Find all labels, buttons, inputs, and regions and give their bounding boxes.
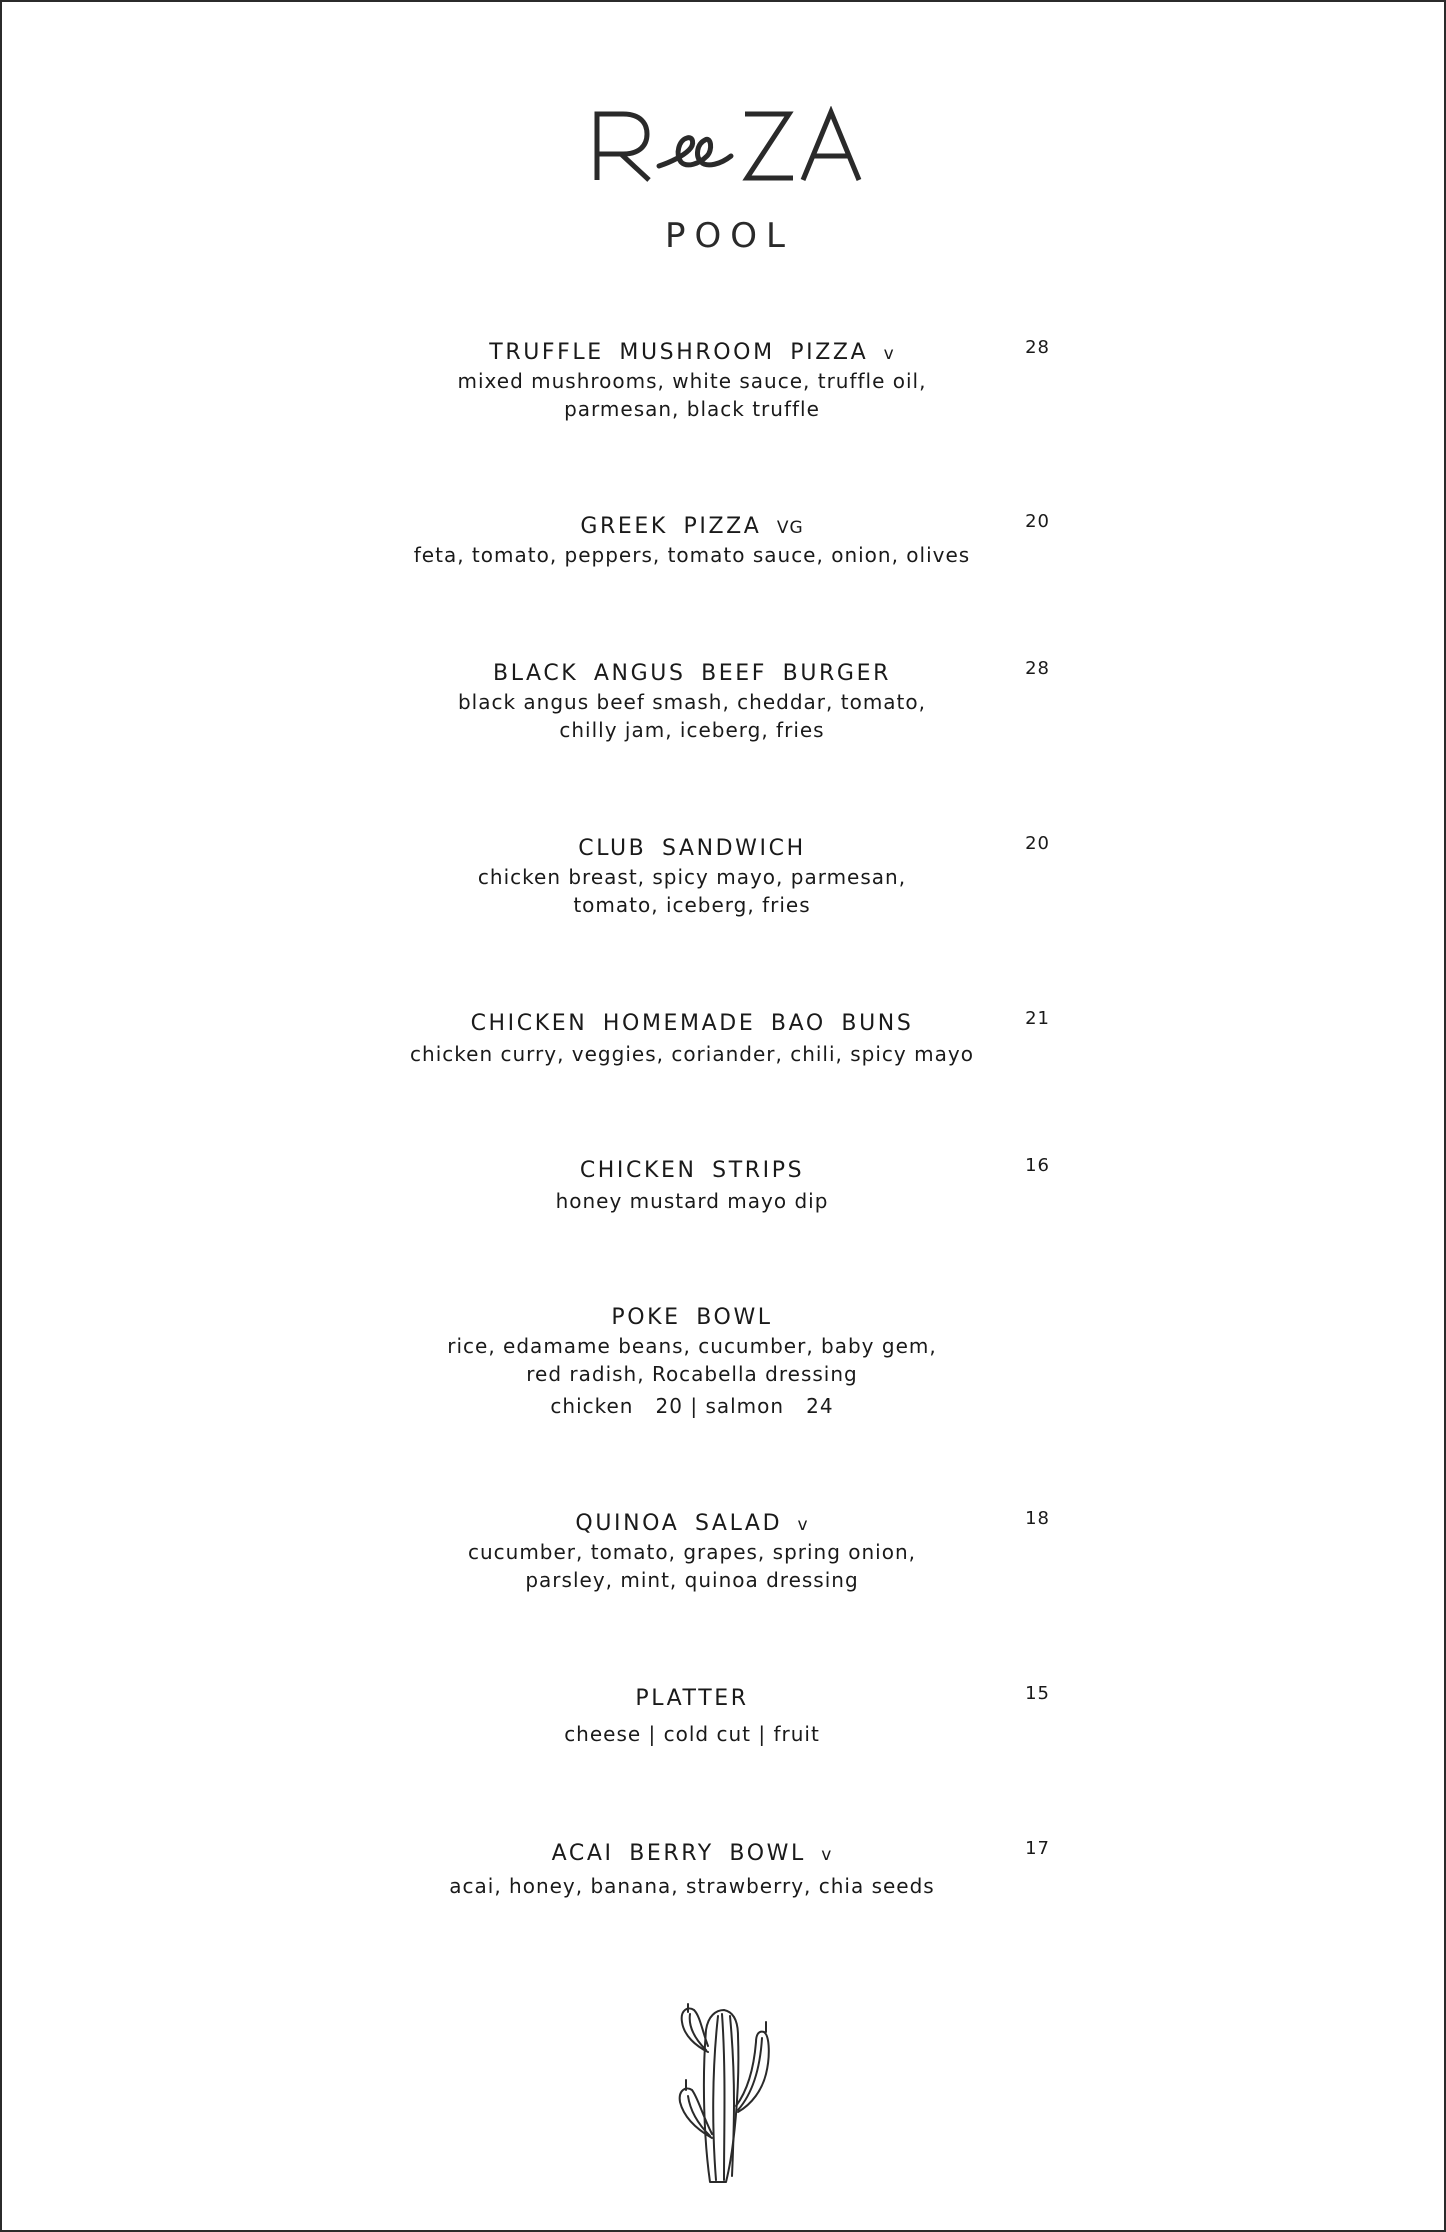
diet-badge: v bbox=[871, 344, 895, 364]
item-name: CHICKEN STRIPS bbox=[579, 1158, 805, 1183]
item-name: BLACK ANGUS BEEF BURGER bbox=[493, 661, 891, 686]
item-description: acai, honey, banana, strawberry, chia seeds bbox=[449, 1874, 935, 1898]
item-price: 28 bbox=[1025, 337, 1050, 358]
venue-subtitle: POOL bbox=[665, 216, 794, 256]
item-description: parsley, mint, quinoa dressing bbox=[525, 1568, 859, 1592]
item-price: 20 bbox=[1025, 511, 1050, 532]
item-price: 28 bbox=[1025, 658, 1050, 679]
item-description: mixed mushrooms, white sauce, truffle oil, bbox=[457, 369, 927, 393]
item-name: ACAI BERRY BOWL v bbox=[551, 1841, 833, 1866]
item-price: 15 bbox=[1025, 1683, 1050, 1704]
item-price: 20 bbox=[1025, 833, 1050, 854]
item-price: 21 bbox=[1025, 1008, 1050, 1029]
item-name: PLATTER bbox=[635, 1686, 749, 1711]
cactus-icon bbox=[662, 1990, 782, 2190]
reeza-logo-icon bbox=[575, 106, 875, 186]
item-name: QUINOA SALAD v bbox=[575, 1511, 809, 1536]
item-name: CLUB SANDWICH bbox=[578, 836, 806, 861]
item-description: chilly jam, iceberg, fries bbox=[559, 718, 825, 742]
item-description: red radish, Rocabella dressing bbox=[526, 1362, 858, 1386]
item-price: 16 bbox=[1025, 1155, 1050, 1176]
item-description: black angus beef smash, cheddar, tomato, bbox=[457, 690, 926, 714]
item-price-options: chicken 20 | salmon 24 bbox=[550, 1394, 834, 1418]
item-description: cheese | cold cut | fruit bbox=[564, 1722, 820, 1746]
item-description: chicken curry, veggies, coriander, chili, spicy mayo bbox=[410, 1042, 974, 1066]
item-price: 17 bbox=[1025, 1838, 1050, 1859]
item-description: chicken breast, spicy mayo, parmesan, bbox=[477, 865, 907, 889]
item-name: GREEK PIZZA VG bbox=[580, 514, 804, 539]
item-description: rice, edamame beans, cucumber, baby gem, bbox=[447, 1334, 937, 1358]
item-name: TRUFFLE MUSHROOM PIZZA v bbox=[489, 340, 895, 365]
item-description: feta, tomato, peppers, tomato sauce, onion, olives bbox=[413, 543, 971, 567]
item-name: POKE BOWL bbox=[611, 1305, 773, 1330]
diet-badge: VG bbox=[764, 518, 804, 538]
item-name: CHICKEN HOMEMADE BAO BUNS bbox=[470, 1011, 914, 1036]
item-description: cucumber, tomato, grapes, spring onion, bbox=[467, 1540, 917, 1564]
brand-logo bbox=[2, 106, 1446, 186]
item-description: honey mustard mayo dip bbox=[555, 1189, 829, 1213]
diet-badge: v bbox=[785, 1515, 809, 1535]
item-description: parmesan, black truffle bbox=[564, 397, 820, 421]
item-description: tomato, iceberg, fries bbox=[573, 893, 811, 917]
diet-badge: v bbox=[808, 1845, 833, 1865]
item-price: 18 bbox=[1025, 1508, 1050, 1529]
